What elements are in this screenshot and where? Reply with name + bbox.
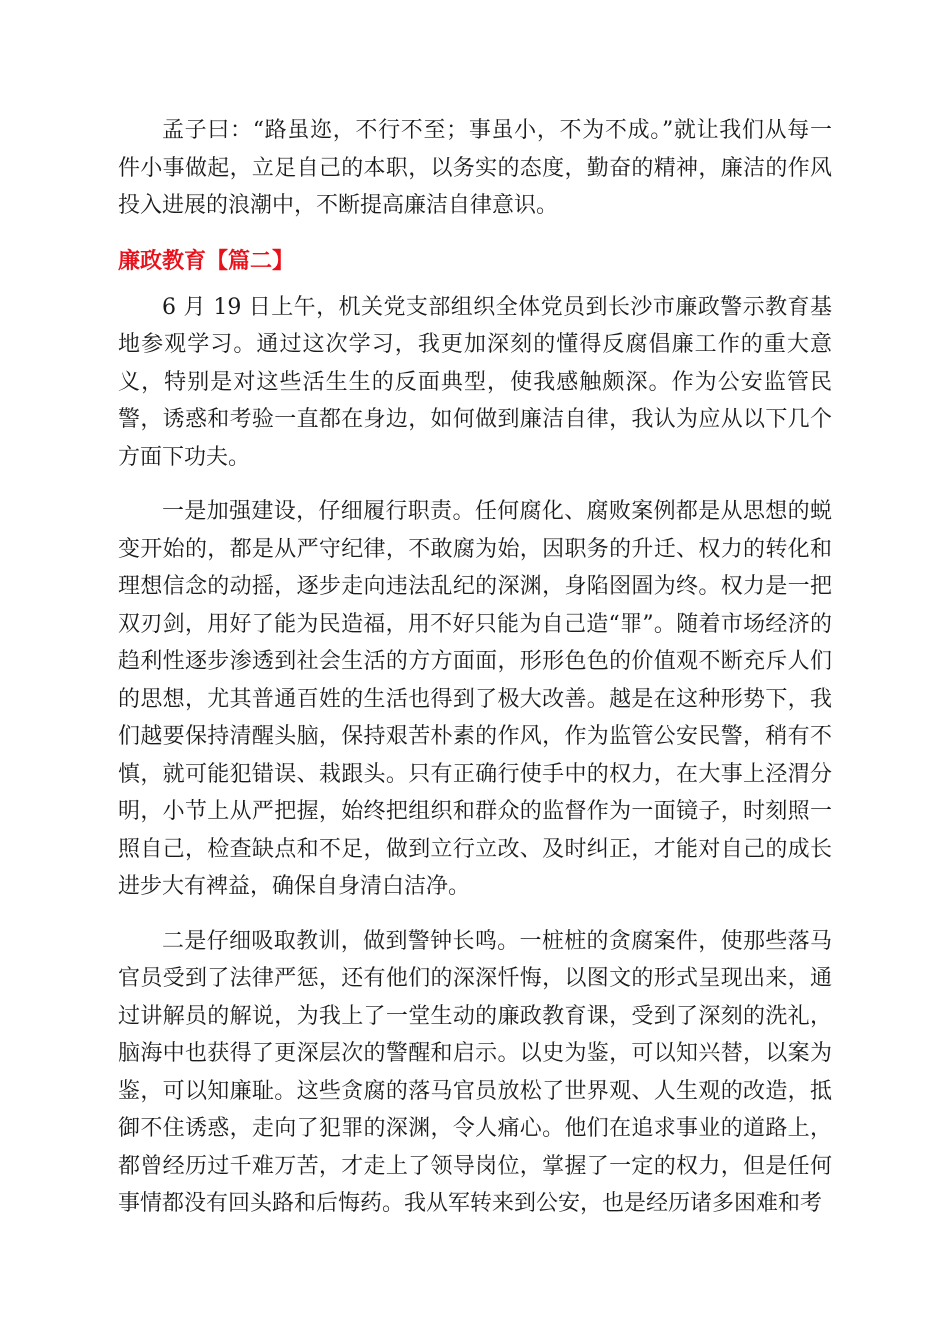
section-heading: 廉政教育【篇二】 xyxy=(118,248,295,274)
paragraph-mencius-quote: 孟子曰：“路虽迩，不行不至；事虽小，不为不成。”就让我们从每一件小事做起，立足自己的本职，以务实的态度，勤奋的精神，廉洁的作风投入进展的浪潮中，不断提高廉洁自律意识。 xyxy=(118,118,832,218)
paragraph-visit: 6 月 19 日上午，机关党支部组织全体党员到长沙市廉政警示教育基地参观学习。通过这次学习，我更加深刻的懂得反腐倡廉工作的重大意义，特别是对这些活生生的反面典型，使我感触颇深。作为公安监管民警，诱惑和考验一直都在身边，如何做到廉洁自律，我认为应从以下几个方面下功夫。 xyxy=(118,294,832,470)
paragraph-point-two: 二是仔细吸取教训，做到警钟长鸣。一桩桩的贪腐案件，使那些落马官员受到了法律严惩，还有他们的深深忏悔，以图文的形式呈现出来，通过讲解员的解说，为我上了一堂生动的廉政教育课，受到了深刻的洗礼，脑海中也获得了更深层次的警醒和启示。以史为鉴，可以知兴替，以案为鉴，可以知廉耻。这些贪腐的落马官员放松了世界观、人生观的改造，抵御不住诱惑，走向了犯罪的深渊，令人痛心。他们在追求事业的道路上，都曾经历过千难万苦，才走上了领导岗位，掌握了一定的权力，但是任何事情都没有回头路和后悔药。我从军转来到公安，也是经历诸多困难和考 xyxy=(118,928,832,1216)
document-body xyxy=(118,112,832,1223)
paragraph-point-one: 一是加强建设，仔细履行职责。任何腐化、腐败案例都是从思想的蜕变开始的，都是从严守纪律，不敢腐为始，因职务的升迁、权力的转化和理想信念的动摇，逐步走向违法乱纪的深渊，身陷囹圄为终。权力是一把双刃剑，用好了能为民造福，用不好只能为自己造“罪”。随着市场经济的趋利性逐步渗透到社会生活的方方面面，形形色色的价值观不断充斥人们的思想，尤其普通百姓的生活也得到了极大改善。越是在这种形势下，我们越要保持清醒头脑，保持艰苦朴素的作风，作为监管公安民警，稍有不慎，就可能犯错误、栽跟头。只有正确行使手中的权力，在大事上泾渭分明，小节上从严把握，始终把组织和群众的监督作为一面镜子，时刻照一照自己，检查缺点和不足，做到立行立改、及时纠正，才能对自己的成长进步大有裨益，确保自身清白洁净。 xyxy=(118,499,832,899)
